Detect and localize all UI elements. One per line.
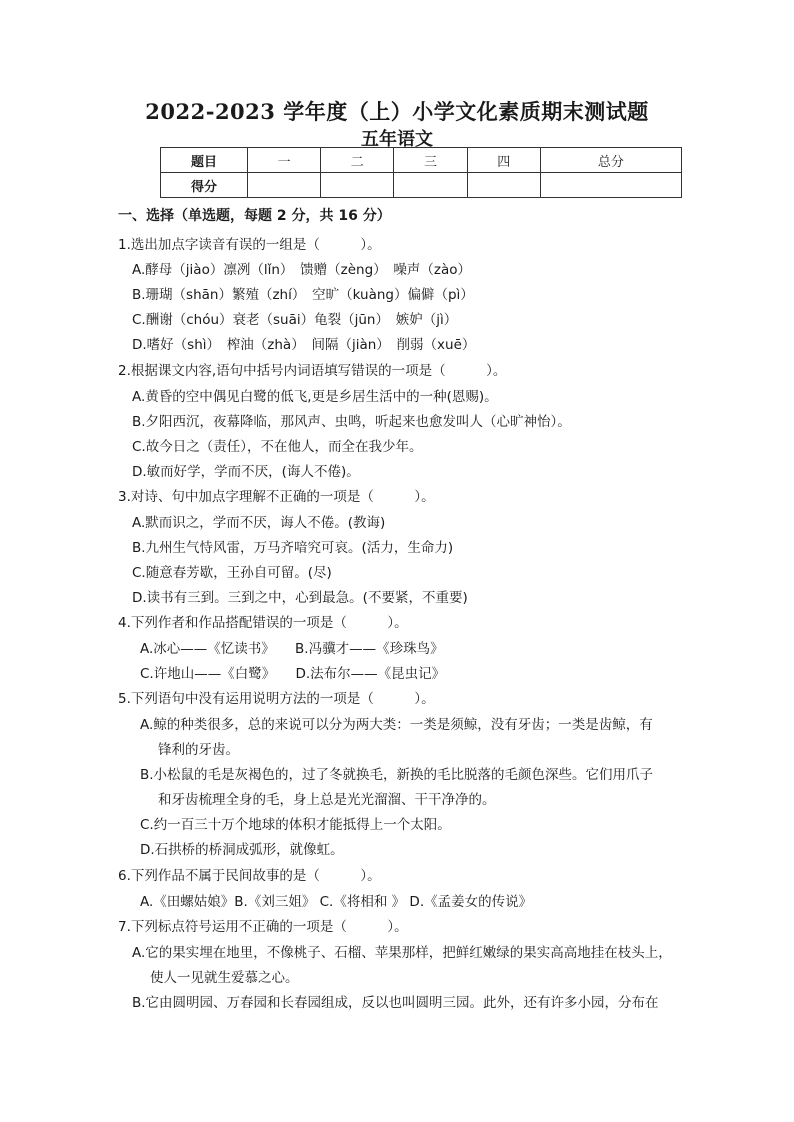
score-input-part3[interactable] (394, 173, 467, 198)
question-option: A.鲸的种类很多，总的来说可以分为两大类：一类是须鲸，没有牙齿；一类是齿鲸，有 (140, 717, 653, 733)
question-stem: 1.选出加点字读音有误的一组是（ ）。 (118, 237, 381, 253)
question-option: A.黄昏的空中偶见白鹭的低飞,更是乡居生活中的一种(恩赐)。 (132, 389, 498, 405)
question-option: A.《田螺姑娘》B.《刘三姐》 C.《将相和 》 D.《孟姜女的传说》 (140, 894, 533, 910)
question-stem: 6.下列作品不属于民间故事的是（ ）。 (118, 868, 381, 884)
question-option: D.敏而好学，学而不厌，(诲人不倦)。 (132, 464, 360, 480)
question-option: D.嗜好（shì） 榨油（zhà） 间隔（jiàn） 削弱（xuē） (132, 337, 476, 353)
score-cell-label: 题目 (161, 148, 248, 173)
question-option: A.默而识之，学而不厌，诲人不倦。(教诲) (132, 515, 386, 531)
question-option: A.它的果实埋在地里，不像桃子、石榴、苹果那样，把鲜红嫩绿的果实高高地挂在枝头上， (132, 945, 672, 961)
question-option-continued: 和牙齿梳理全身的毛，身上总是光光溜溜、干干净净的。 (158, 792, 496, 808)
question-stem: 4.下列作者和作品搭配错误的一项是（ ）。 (118, 615, 408, 631)
question-option: A.冰心——《忆读书》 B.冯骥才——《珍珠鸟》 (140, 641, 444, 657)
score-input-part1[interactable] (248, 173, 321, 198)
question-stem: 7.下列标点符号运用不正确的一项是（ ）。 (118, 919, 408, 935)
question-option-continued: 锋利的牙齿。 (158, 742, 239, 758)
question-stem: 5.下列语句中没有运用说明方法的一项是（ ）。 (118, 691, 435, 707)
question-option: B.夕阳西沉，夜幕降临，那风声、虫鸣，听起来也愈发叫人（心旷神怡）。 (132, 414, 571, 430)
score-table-header-row (161, 148, 682, 173)
question-stem: 3.对诗、句中加点字理解不正确的一项是（ ）。 (118, 489, 435, 505)
score-table (160, 147, 682, 198)
score-input-part2[interactable] (321, 173, 394, 198)
exam-title: 2022-2023 学年度（上）小学文化素质期末测试题 (145, 99, 649, 124)
question-option: A.酵母（jiào）凛冽（lǐn） 馈赠（zèng） 噪声（zào） (132, 262, 472, 278)
score-cell-total: 总分 (540, 148, 681, 173)
question-option: C.许地山——《白鹭》 D.法布尔——《昆虫记》 (140, 666, 446, 682)
question-option: B.九州生气恃风雷，万马齐喑究可哀。(活力，生命力) (132, 540, 454, 556)
score-cell-part3: 三 (394, 148, 467, 173)
score-table-score-row (161, 173, 682, 198)
question-option: D.石拱桥的桥洞成弧形，就像虹。 (140, 842, 344, 858)
question-option: C.酬谢（chóu）衰老（suāi）龟裂（jūn） 嫉妒（jì） (132, 312, 458, 328)
question-option: B.小松鼠的毛是灰褐色的，过了冬就换毛，新换的毛比脱落的毛颜色深些。它们用爪子 (140, 767, 654, 783)
score-input-part4[interactable] (467, 173, 540, 198)
score-cell-part4: 四 (467, 148, 540, 173)
score-row-label: 得分 (161, 173, 248, 198)
question-option-continued: 使人一见就生爱慕之心。 (150, 970, 299, 986)
question-option: C.约一百三十万个地球的体积才能抵得上一个太阳。 (140, 817, 451, 833)
question-option: C.故今日之（责任），不在他人，而全在我少年。 (132, 439, 423, 455)
question-option: C.随意春芳歇，王孙自可留。(尽) (132, 565, 332, 581)
score-cell-part1: 一 (248, 148, 321, 173)
section-heading: 一、选择（单选题，每题 2 分，共 16 分） (118, 208, 391, 224)
score-cell-part2: 二 (321, 148, 394, 173)
question-stem: 2.根据课文内容,语句中括号内词语填写错误的一项是（ ）。 (118, 363, 507, 379)
question-option: B.它由圆明园、万春园和长春园组成，反以也叫圆明三园。此外，还有许多小园，分布在 (132, 995, 659, 1011)
score-input-total[interactable] (540, 173, 681, 198)
exam-subtitle: 五年语文 (361, 129, 433, 150)
question-option: D.读书有三到。三到之中，心到最急。(不要紧，不重要) (132, 590, 468, 606)
question-option: B.珊瑚（shān）繁殖（zhí） 空旷（kuàng）偏僻（pì） (132, 287, 474, 303)
